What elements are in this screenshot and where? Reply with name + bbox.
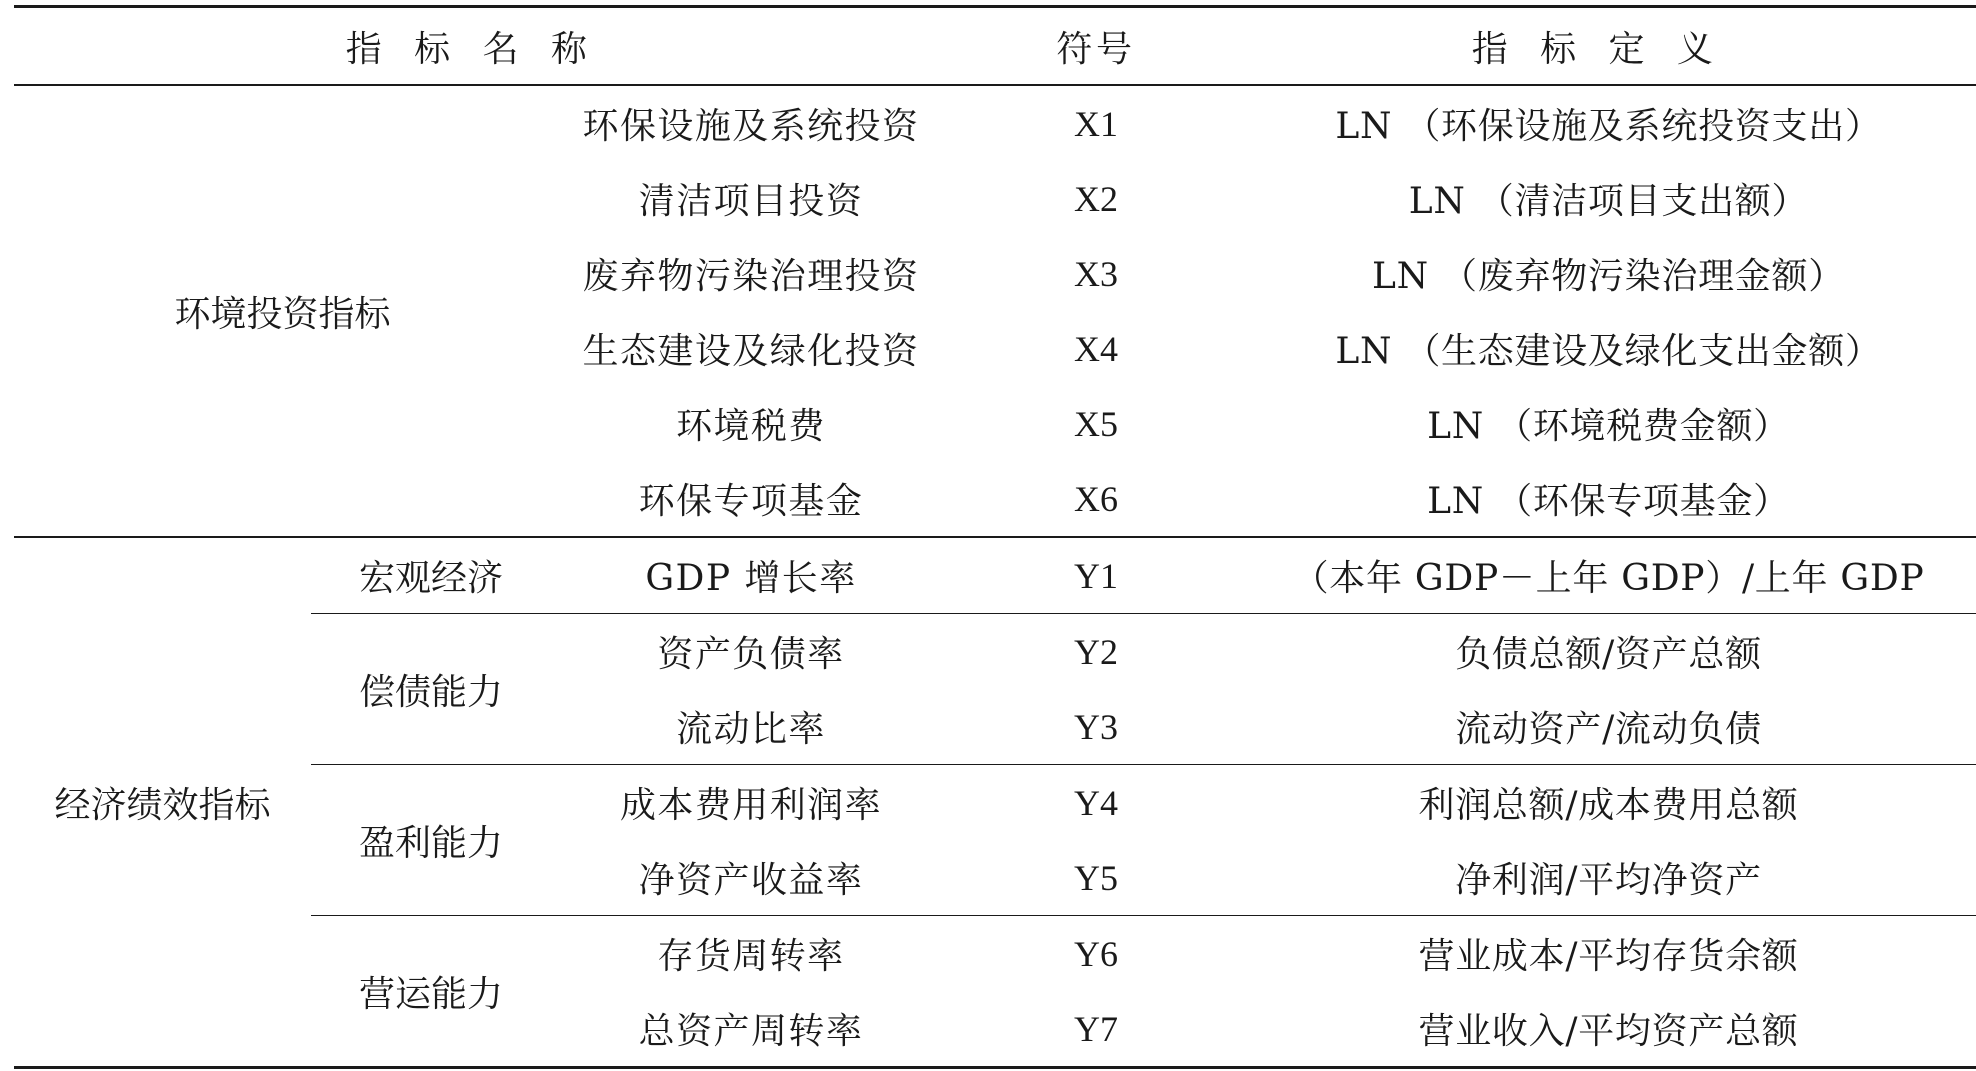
category-environment: 环境投资指标 [174, 293, 391, 335]
table-row [14, 537, 1976, 614]
indicator-symbol: Y5 [1074, 857, 1118, 898]
indicator-definition: LN （清洁项目支出额） [1408, 181, 1809, 222]
indicator-name: 流动比率 [676, 709, 826, 750]
indicator-name: 清洁项目投资 [638, 181, 864, 222]
indicator-definition: 利润总额/成本费用总额 [1241, 765, 1976, 841]
indicator-definition: （本年 GDP－上年 GDP）/上年 GDP [1241, 537, 1976, 614]
indicator-symbol: X3 [1074, 253, 1118, 294]
subgroup-label: 宏观经济 [311, 537, 551, 614]
subgroup-label: 营运能力 [311, 916, 551, 1068]
indicator-symbol: Y2 [951, 614, 1241, 690]
indicator-name: 成本费用利润率 [551, 765, 951, 841]
indicator-symbol: X2 [1074, 178, 1118, 219]
indicator-name: 废弃物污染治理投资 [582, 256, 920, 297]
indicator-name: 环境税费 [676, 406, 826, 447]
indicator-table [14, 5, 1976, 1069]
indicator-definition: 营业成本/平均存货余额 [1241, 916, 1976, 992]
indicator-name: GDP 增长率 [551, 537, 951, 614]
subgroup-label: 偿债能力 [311, 614, 551, 765]
indicator-name: 资产负债率 [551, 614, 951, 690]
indicator-name: 总资产周转率 [551, 991, 951, 1068]
header-symbol: 符号 [951, 7, 1241, 86]
header-definition: 指标定义 [1241, 7, 1976, 86]
indicator-name: 净资产收益率 [638, 860, 864, 901]
table-row [14, 85, 1976, 161]
indicator-definition: 负债总额/资产总额 [1241, 614, 1976, 690]
indicator-symbol: X6 [1074, 478, 1118, 519]
subgroup-label: 盈利能力 [311, 765, 551, 916]
indicator-name: 环保设施及系统投资 [582, 106, 920, 147]
category-economic: 经济绩效指标 [14, 537, 311, 1068]
indicator-name: 环保专项基金 [638, 481, 864, 522]
indicator-name: 存货周转率 [551, 916, 951, 992]
indicator-symbol: X1 [1074, 103, 1118, 144]
table-header-row [14, 7, 1976, 86]
indicator-definition: 净利润/平均净资产 [1455, 860, 1762, 901]
indicator-symbol: Y1 [951, 537, 1241, 614]
indicator-symbol: Y3 [1074, 706, 1118, 747]
indicator-definition: 流动资产/流动负债 [1455, 709, 1762, 750]
indicator-symbol: X5 [1074, 403, 1118, 444]
indicator-symbol: X4 [1074, 328, 1118, 369]
indicator-definition: LN （环境税费金额） [1427, 406, 1790, 447]
indicator-definition: LN （环保设施及系统投资支出） [1335, 106, 1882, 147]
header-name: 指标名称 [14, 7, 951, 86]
indicator-symbol: Y7 [951, 991, 1241, 1068]
indicator-definition: LN （废弃物污染治理金额） [1372, 256, 1845, 297]
indicator-symbol: Y4 [951, 765, 1241, 841]
indicator-definition: LN （环保专项基金） [1427, 481, 1790, 522]
indicator-definition: 营业收入/平均资产总额 [1241, 991, 1976, 1068]
indicator-name: 生态建设及绿化投资 [582, 331, 920, 372]
indicator-symbol: Y6 [951, 916, 1241, 992]
indicator-definition: LN （生态建设及绿化支出金额） [1335, 331, 1882, 372]
